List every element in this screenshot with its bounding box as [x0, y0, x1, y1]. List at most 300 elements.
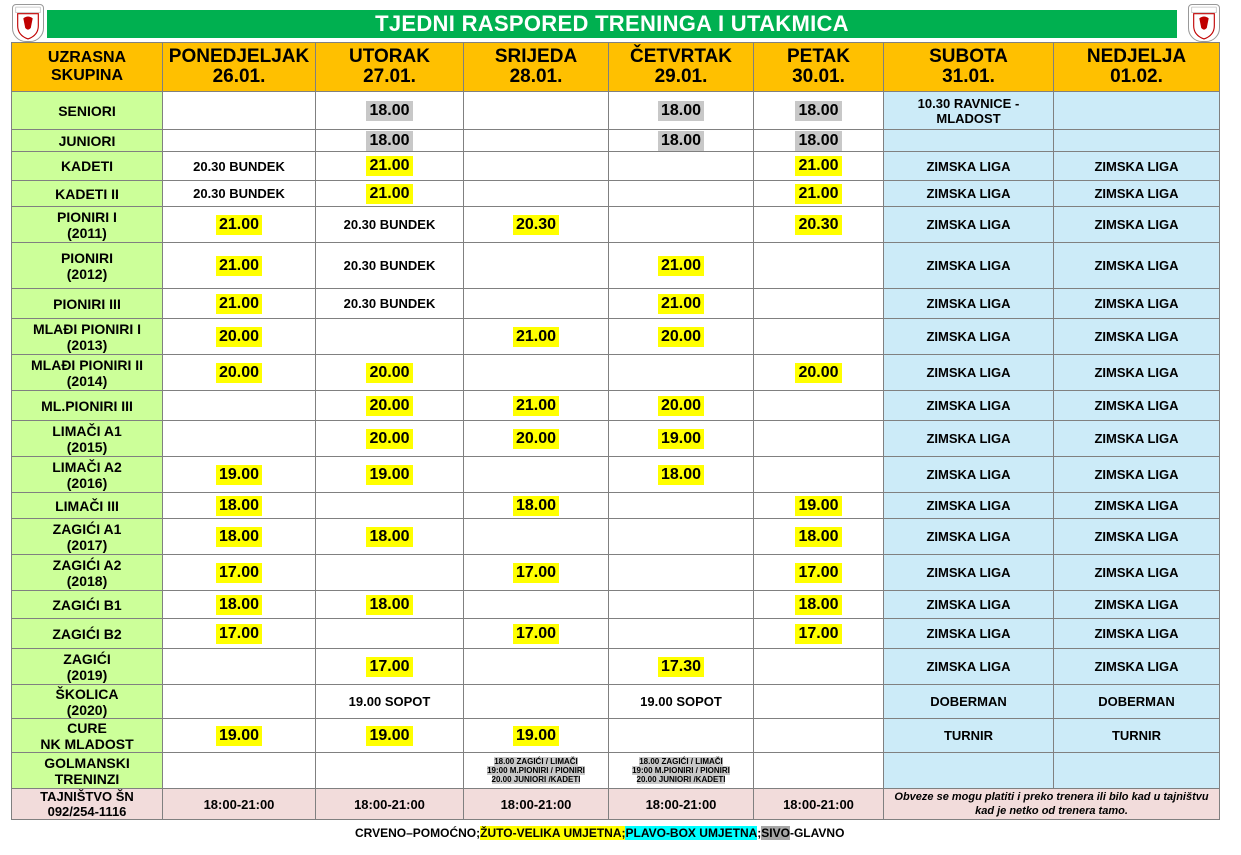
schedule-cell	[754, 92, 884, 130]
schedule-text: 20.30 BUNDEK	[193, 158, 285, 174]
schedule-cell	[163, 685, 316, 719]
time-slot: 21.00	[795, 184, 841, 204]
table-row	[12, 555, 1220, 591]
office-label: 092/254-1116	[47, 804, 127, 819]
schedule-text: ZIMSKA LIGA	[926, 186, 1011, 201]
schedule-cell	[884, 207, 1054, 243]
legend-yellow-desc: -VELIKA UMJETNA;	[512, 826, 626, 840]
header-group-line: UZRASNA	[47, 49, 127, 66]
schedule-text: ZIMSKA LIGA	[1094, 329, 1179, 344]
schedule-cell	[609, 519, 754, 555]
age-group-label: (2019)	[66, 666, 108, 683]
table-row	[12, 319, 1220, 355]
office-hours-cell	[163, 789, 316, 820]
time-slot: 20.00	[513, 429, 559, 449]
schedule-cell	[464, 519, 609, 555]
schedule-cell	[884, 493, 1054, 519]
schedule-cell	[1054, 457, 1220, 493]
schedule-cell	[609, 685, 754, 719]
office-label-cell	[12, 789, 163, 820]
schedule-cell	[609, 130, 754, 152]
schedule-cell	[163, 649, 316, 685]
age-group-cell	[12, 649, 163, 685]
age-group-cell	[12, 719, 163, 753]
age-group-label: ZAGIĆI A1	[52, 520, 122, 537]
day-name: PONEDJELJAK	[168, 46, 310, 67]
time-slot: 17.00	[513, 563, 559, 583]
schedule-cell	[754, 619, 884, 649]
schedule-cell	[884, 289, 1054, 319]
age-group-cell	[12, 181, 163, 207]
schedule-cell	[316, 753, 464, 789]
schedule-cell	[316, 243, 464, 289]
schedule-text: ZIMSKA LIGA	[926, 258, 1011, 273]
office-row	[12, 789, 1220, 820]
schedule-cell	[464, 555, 609, 591]
schedule-cell	[464, 181, 609, 207]
schedule-cell	[316, 421, 464, 457]
schedule-cell	[316, 181, 464, 207]
schedule-cell	[316, 493, 464, 519]
legend-grey-word: SIVO	[761, 826, 790, 840]
table-row	[12, 92, 1220, 130]
schedule-cell	[884, 591, 1054, 619]
schedule-cell	[1054, 319, 1220, 355]
age-group-label: (2018)	[66, 572, 108, 589]
schedule-cell	[464, 753, 609, 789]
time-slot: 20.00	[216, 363, 262, 383]
schedule-cell	[884, 555, 1054, 591]
schedule-cell	[609, 289, 754, 319]
schedule-cell	[464, 685, 609, 719]
schedule-cell	[163, 92, 316, 130]
time-slot: 18.00	[795, 101, 841, 121]
age-group-label: KADETI	[60, 158, 114, 174]
time-slot: 19.00	[513, 726, 559, 746]
time-slot: 21.00	[658, 256, 704, 276]
schedule-cell	[884, 457, 1054, 493]
schedule-cell	[609, 92, 754, 130]
schedule-cell	[464, 619, 609, 649]
schedule-cell	[754, 181, 884, 207]
schedule-cell	[754, 130, 884, 152]
header-day-3	[609, 43, 754, 92]
age-group-label: (2014)	[66, 372, 108, 389]
time-slot: 20.30	[513, 215, 559, 235]
schedule-cell	[884, 152, 1054, 181]
age-group-cell	[12, 243, 163, 289]
schedule-cell	[464, 391, 609, 421]
time-slot: 21.00	[513, 396, 559, 416]
age-group-cell	[12, 391, 163, 421]
schedule-text: 20.30 BUNDEK	[343, 296, 436, 311]
time-slot: 18.00	[795, 131, 841, 151]
table-row	[12, 591, 1220, 619]
day-date: 31.01.	[942, 66, 995, 87]
goalkeeper-slot-line: 20.00 JUNIORI /KADETI	[491, 775, 581, 784]
age-group-label: (2020)	[66, 701, 108, 718]
schedule-cell	[884, 130, 1054, 152]
schedule-text: DOBERMAN	[930, 694, 1007, 709]
table-row	[12, 685, 1220, 719]
office-hours: 18:00-21:00	[500, 796, 572, 812]
schedule-cell	[464, 289, 609, 319]
schedule-cell	[1054, 493, 1220, 519]
day-date: 27.01.	[363, 66, 416, 87]
schedule-text: ZIMSKA LIGA	[1094, 365, 1179, 380]
header-day-5	[884, 43, 1054, 92]
schedule-text: ZIMSKA LIGA	[926, 529, 1011, 544]
schedule-cell	[163, 719, 316, 753]
schedule-cell	[163, 289, 316, 319]
time-slot: 19.00	[658, 429, 704, 449]
time-slot: 18.00	[795, 527, 841, 547]
schedule-cell	[884, 319, 1054, 355]
time-slot: 21.00	[216, 215, 262, 235]
schedule-cell	[464, 130, 609, 152]
age-group-label: (2015)	[66, 438, 108, 455]
header-row	[12, 43, 1220, 92]
legend-separator: ;	[757, 826, 762, 840]
schedule-cell	[1054, 555, 1220, 591]
time-slot: 18.00	[366, 101, 412, 121]
age-group-cell	[12, 289, 163, 319]
schedule-text: ZIMSKA LIGA	[926, 431, 1011, 446]
schedule-cell	[754, 685, 884, 719]
time-slot: 19.00	[216, 465, 262, 485]
time-slot: 20.00	[366, 363, 412, 383]
age-group-label: PIONIRI	[60, 249, 114, 266]
page-title: TJEDNI RASPORED TRENINGA I UTAKMICA	[47, 10, 1177, 38]
header-day-1	[316, 43, 464, 92]
payment-note-cell	[884, 789, 1220, 820]
age-group-cell	[12, 493, 163, 519]
table-row	[12, 649, 1220, 685]
schedule-cell	[316, 289, 464, 319]
schedule-cell	[316, 319, 464, 355]
schedule-cell	[609, 591, 754, 619]
age-group-cell	[12, 555, 163, 591]
schedule-text: ZIMSKA LIGA	[1094, 186, 1179, 201]
schedule-text: ZIMSKA LIGA	[1094, 158, 1179, 174]
time-slot: 19.00	[216, 726, 262, 746]
age-group-label: ŠKOLICA	[55, 685, 119, 702]
schedule-cell	[609, 319, 754, 355]
age-group-label: ZAGIĆI B1	[52, 596, 122, 613]
schedule-cell	[163, 555, 316, 591]
schedule-text: ZIMSKA LIGA	[1094, 659, 1179, 674]
office-hours: 18:00-21:00	[645, 796, 717, 812]
schedule-text: 20.30 BUNDEK	[193, 186, 285, 201]
age-group-cell	[12, 130, 163, 152]
age-group-label: CURE	[67, 719, 107, 736]
schedule-cell	[316, 685, 464, 719]
schedule-cell	[316, 619, 464, 649]
age-group-label: TRENINZI	[54, 770, 120, 787]
table-row	[12, 243, 1220, 289]
age-group-label: (2012)	[66, 265, 108, 282]
schedule-cell	[609, 391, 754, 421]
time-slot: 20.00	[658, 327, 704, 347]
age-group-cell	[12, 207, 163, 243]
goalkeeper-slots	[632, 757, 730, 784]
schedule-cell	[754, 207, 884, 243]
age-group-label: (2017)	[66, 536, 108, 553]
schedule-cell	[163, 207, 316, 243]
time-slot: 17.00	[216, 624, 262, 644]
time-slot: 20.00	[366, 429, 412, 449]
time-slot: 20.00	[658, 396, 704, 416]
age-group-cell	[12, 519, 163, 555]
schedule-cell	[609, 243, 754, 289]
schedule-cell	[163, 181, 316, 207]
schedule-cell	[1054, 619, 1220, 649]
header-day-2	[464, 43, 609, 92]
goalkeeper-slot-line: 19:00 M.PIONIRI / PIONIRI	[632, 766, 730, 775]
legend-grey-desc: -GLAVNO	[789, 826, 845, 840]
age-group-label: GOLMANSKI	[44, 754, 130, 771]
time-slot: 18.00	[366, 527, 412, 547]
day-name: ČETVRTAK	[629, 46, 733, 67]
age-group-cell	[12, 685, 163, 719]
age-group-label: JUNIORI	[58, 132, 116, 149]
time-slot: 18.00	[216, 595, 262, 615]
age-group-label: MLAĐI PIONIRI II	[31, 356, 143, 373]
office-hours-cell	[754, 789, 884, 820]
schedule-cell	[1054, 130, 1220, 152]
time-slot: 18.00	[658, 465, 704, 485]
crest-icon	[1189, 5, 1219, 41]
age-group-cell	[12, 355, 163, 391]
age-group-label: MLAĐI PIONIRI I	[32, 320, 142, 337]
schedule-cell	[1054, 243, 1220, 289]
schedule-text: ZIMSKA LIGA	[1094, 529, 1179, 544]
time-slot: 17.00	[795, 624, 841, 644]
schedule-cell	[163, 421, 316, 457]
table-row	[12, 152, 1220, 181]
time-slot: 19.00	[366, 465, 412, 485]
schedule-cell	[464, 355, 609, 391]
schedule-cell	[464, 319, 609, 355]
schedule-text: ZIMSKA LIGA	[926, 158, 1011, 174]
schedule-text: ZIMSKA LIGA	[1094, 498, 1179, 513]
age-group-label: LIMAČI A1	[52, 422, 122, 439]
schedule-cell	[754, 719, 884, 753]
office-hours: 18:00-21:00	[354, 796, 425, 812]
schedule-cell	[163, 152, 316, 181]
schedule-cell	[464, 457, 609, 493]
age-group-label: LIMAČI III	[55, 497, 119, 514]
age-group-cell	[12, 319, 163, 355]
schedule-cell	[884, 619, 1054, 649]
time-slot: 18.00	[216, 527, 262, 547]
age-group-label: (2011)	[67, 224, 107, 241]
table-row	[12, 130, 1220, 152]
schedule-cell	[1054, 289, 1220, 319]
time-slot: 21.00	[366, 184, 412, 204]
schedule-cell	[754, 391, 884, 421]
time-slot: 20.00	[795, 363, 841, 383]
age-group-label: SENIORI	[58, 102, 116, 119]
schedule-cell	[1054, 355, 1220, 391]
payment-note: Obveze se mogu platiti i preko trenera ili bilo kad u tajništvu kad je netko od trenera tamo.	[894, 791, 1209, 817]
time-slot: 17.00	[795, 563, 841, 583]
office-hours-cell	[316, 789, 464, 820]
schedule-text: ZIMSKA LIGA	[926, 467, 1011, 482]
age-group-cell	[12, 619, 163, 649]
age-group-label: ZAGIĆI	[63, 650, 111, 667]
schedule-cell	[1054, 685, 1220, 719]
time-slot: 17.00	[513, 624, 559, 644]
schedule-cell	[163, 753, 316, 789]
time-slot: 18.00	[366, 131, 412, 151]
age-group-label: PIONIRI III	[53, 295, 121, 312]
schedule-cell	[754, 355, 884, 391]
schedule-cell	[316, 391, 464, 421]
schedule-cell	[754, 152, 884, 181]
schedule-cell	[163, 619, 316, 649]
schedule-cell	[609, 355, 754, 391]
day-date: 26.01.	[212, 66, 266, 87]
age-group-cell	[12, 591, 163, 619]
schedule-cell	[754, 591, 884, 619]
time-slot: 17.00	[216, 563, 262, 583]
schedule-text: 19.00 SOPOT	[348, 694, 431, 709]
schedule-cell	[884, 181, 1054, 207]
table-row	[12, 289, 1220, 319]
schedule-cell	[609, 719, 754, 753]
schedule-cell	[609, 457, 754, 493]
schedule-text: ZIMSKA LIGA	[1094, 467, 1179, 482]
schedule-cell	[464, 421, 609, 457]
table-row	[12, 753, 1220, 789]
schedule-table	[11, 42, 1220, 820]
schedule-cell	[316, 457, 464, 493]
schedule-cell	[609, 753, 754, 789]
schedule-cell	[754, 319, 884, 355]
schedule-text: ZIMSKA LIGA	[1094, 258, 1179, 273]
schedule-cell	[609, 649, 754, 685]
schedule-cell	[884, 649, 1054, 685]
schedule-cell	[163, 243, 316, 289]
schedule-cell	[754, 457, 884, 493]
schedule-cell	[464, 92, 609, 130]
schedule-cell	[1054, 207, 1220, 243]
schedule-cell	[464, 207, 609, 243]
schedule-text: TURNIR	[943, 728, 994, 743]
schedule-cell	[884, 355, 1054, 391]
schedule-text: ZIMSKA LIGA	[1094, 431, 1179, 446]
schedule-cell	[316, 519, 464, 555]
color-legend	[355, 826, 844, 840]
table-row	[12, 355, 1220, 391]
legend-blue-desc: -BOX UMJETNA	[665, 826, 758, 840]
schedule-text: ZIMSKA LIGA	[1094, 296, 1179, 311]
schedule-cell	[609, 493, 754, 519]
table-row	[12, 519, 1220, 555]
time-slot: 21.00	[513, 327, 559, 347]
age-group-cell	[12, 457, 163, 493]
schedule-cell	[163, 130, 316, 152]
schedule-cell	[884, 421, 1054, 457]
schedule-cell	[1054, 421, 1220, 457]
table-row	[12, 619, 1220, 649]
age-group-cell	[12, 421, 163, 457]
schedule-cell	[754, 493, 884, 519]
age-group-label: ZAGIĆI A2	[52, 556, 122, 573]
schedule-text: 20.30 BUNDEK	[343, 258, 436, 273]
age-group-label: LIMAČI A2	[52, 458, 122, 475]
schedule-text: ZIMSKA LIGA	[926, 296, 1011, 311]
schedule-text: ZIMSKA LIGA	[926, 398, 1011, 413]
schedule-cell	[609, 152, 754, 181]
office-hours: 18:00-21:00	[783, 796, 854, 812]
table-row	[12, 457, 1220, 493]
age-group-label: (2013)	[66, 336, 108, 353]
time-slot: 17.00	[366, 657, 412, 677]
age-group-label: ZAGIĆI B2	[52, 625, 122, 642]
time-slot: 18.00	[795, 595, 841, 615]
table-row	[12, 391, 1220, 421]
schedule-text: ZIMSKA LIGA	[926, 565, 1011, 580]
time-slot: 18.00	[658, 101, 704, 121]
time-slot: 18.00	[658, 131, 704, 151]
day-name: PETAK	[787, 46, 850, 67]
schedule-cell	[1054, 519, 1220, 555]
schedule-cell	[316, 207, 464, 243]
time-slot: 18.00	[366, 595, 412, 615]
time-slot: 20.00	[216, 327, 262, 347]
schedule-cell	[884, 243, 1054, 289]
time-slot: 20.00	[366, 396, 412, 416]
time-slot: 19.00	[366, 726, 412, 746]
schedule-cell	[754, 753, 884, 789]
schedule-cell	[884, 391, 1054, 421]
schedule-cell	[884, 519, 1054, 555]
goalkeeper-slot-line: 20.00 JUNIORI /KADETI	[636, 775, 726, 784]
office-hours: 18:00-21:00	[203, 796, 275, 812]
time-slot: 18.00	[216, 496, 262, 516]
schedule-cell	[316, 130, 464, 152]
age-group-cell	[12, 152, 163, 181]
age-group-label: KADETI II	[55, 185, 119, 202]
table-row	[12, 207, 1220, 243]
office-hours-cell	[464, 789, 609, 820]
schedule-cell	[1054, 719, 1220, 753]
schedule-text: ZIMSKA LIGA	[926, 365, 1011, 380]
schedule-text: ZIMSKA LIGA	[1094, 565, 1179, 580]
schedule-cell	[163, 319, 316, 355]
header-day-0	[163, 43, 316, 92]
schedule-text: ZIMSKA LIGA	[1094, 626, 1179, 641]
day-date: 28.01.	[509, 66, 563, 87]
schedule-cell	[1054, 649, 1220, 685]
time-slot: 20.30	[795, 215, 841, 235]
schedule-cell	[884, 92, 1054, 130]
schedule-cell	[316, 591, 464, 619]
goalkeeper-slot-line: 18.00 ZAGIĆI / LIMAČI	[639, 757, 723, 766]
schedule-cell	[609, 207, 754, 243]
schedule-cell	[754, 243, 884, 289]
time-slot: 21.00	[366, 156, 412, 176]
schedule-cell	[754, 289, 884, 319]
crest-icon	[13, 5, 43, 41]
schedule-text: ZIMSKA LIGA	[926, 626, 1011, 641]
club-logo-right	[1188, 4, 1220, 42]
schedule-text: ZIMSKA LIGA	[926, 597, 1011, 612]
schedule-cell	[163, 591, 316, 619]
office-label: TAJNIŠTVO ŠN	[40, 789, 134, 804]
